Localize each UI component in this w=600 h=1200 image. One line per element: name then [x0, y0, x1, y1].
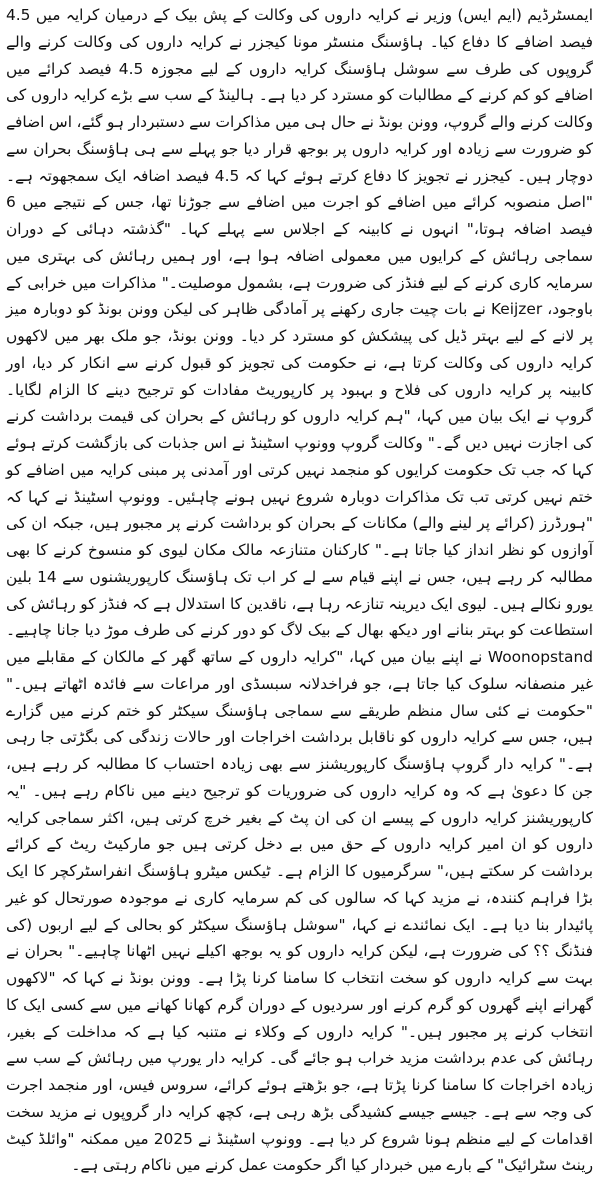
article-body: ایمسٹرڈیم (ایم ایس) وزیر نے کرایہ داروں کی وکالت کے پش بیک کے درمیان کرایہ میں 4.5 فیصد اضافے کا دفاع کیا۔ ہاؤسنگ منسٹر مونا کیجزر نے کرایہ داروں کی وکالت کرنے والے گروپوں کی طرف سے سوشل ہاؤسنگ کرایہ داروں کے لیے مجوزہ 4.5 فیصد کرائے میں اضافے کو کم کرنے کے مطالبات کو مسترد کر دیا ہے۔ ہالینڈ کے سب سے بڑے کرایہ داروں کی وکالت کرنے والے گروپ، وونن بونڈ نے حال ہی میں مذاکرات سے دستبردار ہو گئے، اس اضافے کو ضرورت سے زیادہ اور کرایہ داروں پر بوجھ قرار دیا جو پہلے سے ہی ہاؤسنگ بحران سے دوچار ہیں۔ کیجزر نے تجویز کا دفاع کرتے ہوئے کہا کہ 4.5 فیصد اضافہ ایک سمجھوتہ ہے۔ "اصل منصوبہ کرائے میں اضافے کو اجرت میں اضافے سے جوڑنا تھا، جس کے نتیجے میں 6 فیصد اضافہ ہوتا،" انہوں نے کابینہ کے اجلاس سے پہلے کہا۔ "گذشتہ دہائی کے دوران سماجی رہائش کے کرایوں میں معمولی اضافہ ہوا ہے، اور ہمیں رہائش کی بہتری میں سرمایہ کاری کرنے کے لیے فنڈز کی ضرورت ہے، بشمول موصلیت۔" مذاکرات میں خرابی کے باوجود، Keijzer نے بات چیت جاری رکھنے پر آمادگی ظاہر کی لیکن وونن بونڈ کو دوبارہ میز پر لانے کے لیے بہتر ڈیل کی پیشکش کو مسترد کر دیا۔ وونن بونڈ، جو ملک بھر میں لاکھوں کرایہ داروں کی وکالت کرتا ہے، نے حکومت کی تجویز کو قبول کرنے سے انکار کر دیا، اور کابینہ پر کرایہ داروں کی فلاح و بہبود پر کارپوریٹ مفادات کو ترجیح دینے کا الزام لگایا۔ گروپ نے ایک بیان میں کہا، "ہم کرایہ داروں کو رہائش کے بحران کی قیمت برداشت کرنے کی اجازت نہیں دیں گے۔" وکالت گروپ وونوپ اسٹینڈ نے اس جذبات کی بازگشت کرتے ہوئے کہا کہ جب تک حکومت کرایوں کو منجمد نہیں کرتی اور آمدنی پر مبنی کرایہ میں اضافے کو ختم نہیں کرتی تب تک مذاکرات دوبارہ شروع نہیں ہونے چاہئیں۔ وونوپ اسٹینڈ نے کہا کہ "ہورڈرز (کرائے پر لینے والے) مکانات کے بحران کو برداشت کرنے پر مجبور ہیں، جبکہ ان کی آوازوں کو نظر انداز کیا جاتا ہے۔" کارکنان متنازعہ مالک مکان لیوی کو منسوخ کرنے کا بھی مطالبہ کر رہے ہیں، جس نے اپنے قیام سے لے کر اب تک ہاؤسنگ کارپوریشنوں سے 14 بلین یورو نکالے ہیں۔ لیوی ایک دیرینہ تنازعہ رہا ہے، ناقدین کا استدلال ہے کہ فنڈز کو رہائش کی استطاعت کو بہتر بنانے اور دیکھ بھال کے بیک لاگ کو دور کرنے کی طرف موڑ دیا جانا چاہیے۔ Woonopstand نے اپنے بیان میں کہا، "کرایہ داروں کے ساتھ گھر کے مالکان کے مقابلے میں غیر منصفانہ سلوک کیا جاتا ہے، جو فراخدلانہ سبسڈی اور مراعات سے فائدہ اٹھاتے ہیں۔" "حکومت نے کئی سال منظم طریقے سے سماجی ہاؤسنگ سیکٹر کو ختم کرنے میں گزارے ہیں، جس سے کرایہ داروں کو ناقابل برداشت اخراجات اور حالات زندگی کی بگڑتی جا رہی ہے۔" کرایہ دار گروپ ہاؤسنگ کارپوریشنز سے بھی زیادہ احتساب کا مطالبہ کر رہے ہیں، جن کا دعویٰ ہے کہ وہ کرایہ داروں کی ضروریات کو ترجیح دینے میں ناکام رہے ہیں۔ "یہ کارپوریشنز کرایہ داروں کے پیسے ان کی ان پٹ کے بغیر خرچ کرتی ہیں، اکثر سماجی کرایہ داروں کو ان امیر کرایہ داروں کے حق میں بے دخل کرتی ہیں جو مارکیٹ ریٹ کے کرائے برداشت کر سکتے ہیں،" سرگرمیوں کا الزام ہے۔ ٹیکس میٹرو ہاؤسنگ انفراسٹرکچر کا ایک بڑا فراہم کنندہ، نے مزید کہا کہ سالوں کی کم سرمایہ کاری نے موجودہ صورتحال کو غیر پائیدار بنا دیا ہے۔ ایک نمائندے نے کہا، "سوشل ہاؤسنگ سیکٹر کو بحالی کے لیے اربوں (کی فنڈنگ ؟؟ کی ضرورت ہے، لیکن کرایہ داروں کو یہ بوجھ اکیلے نہیں اٹھانا چاہیے۔" بحران نے بہت سے کرایہ داروں کو سخت انتخاب کا سامنا کرنا پڑا ہے۔ وونن بونڈ نے کہا کہ "لاکھوں گھرانے اپنے گھروں کو گرم کرنے اور سردیوں کے دوران گرم کھانا کھانے میں سے کسی ایک کا انتخاب کرنے پر مجبور ہیں۔" کرایہ داروں کے وکلاء نے متنبہ کیا ہے کہ مداخلت کے بغیر، رہائش کی عدم برداشت مزید خراب ہو جائے گی۔ کرایہ دار یورپ میں رہائش کے سب سے زیادہ اخراجات کا سامنا کرنا پڑتا ہے، جو بڑھتے ہوئے کرائے، سروس فیس، اور منجمد اجرت کی وجہ سے ہے۔ جیسے جیسے کشیدگی بڑھ رہی ہے، کچھ کرایہ دار گروپوں نے مزید سخت اقدامات کے لیے منظم ہونا شروع کر دیا ہے۔ وونوپ اسٹینڈ نے 2025 میں ممکنہ "وائلڈ کیٹ رینٹ سٹرائیک" کے بارے میں خبردار کیا اگر حکومت عمل کرنے میں ناکام رہتی ہے۔ [6, 6, 594, 1175]
